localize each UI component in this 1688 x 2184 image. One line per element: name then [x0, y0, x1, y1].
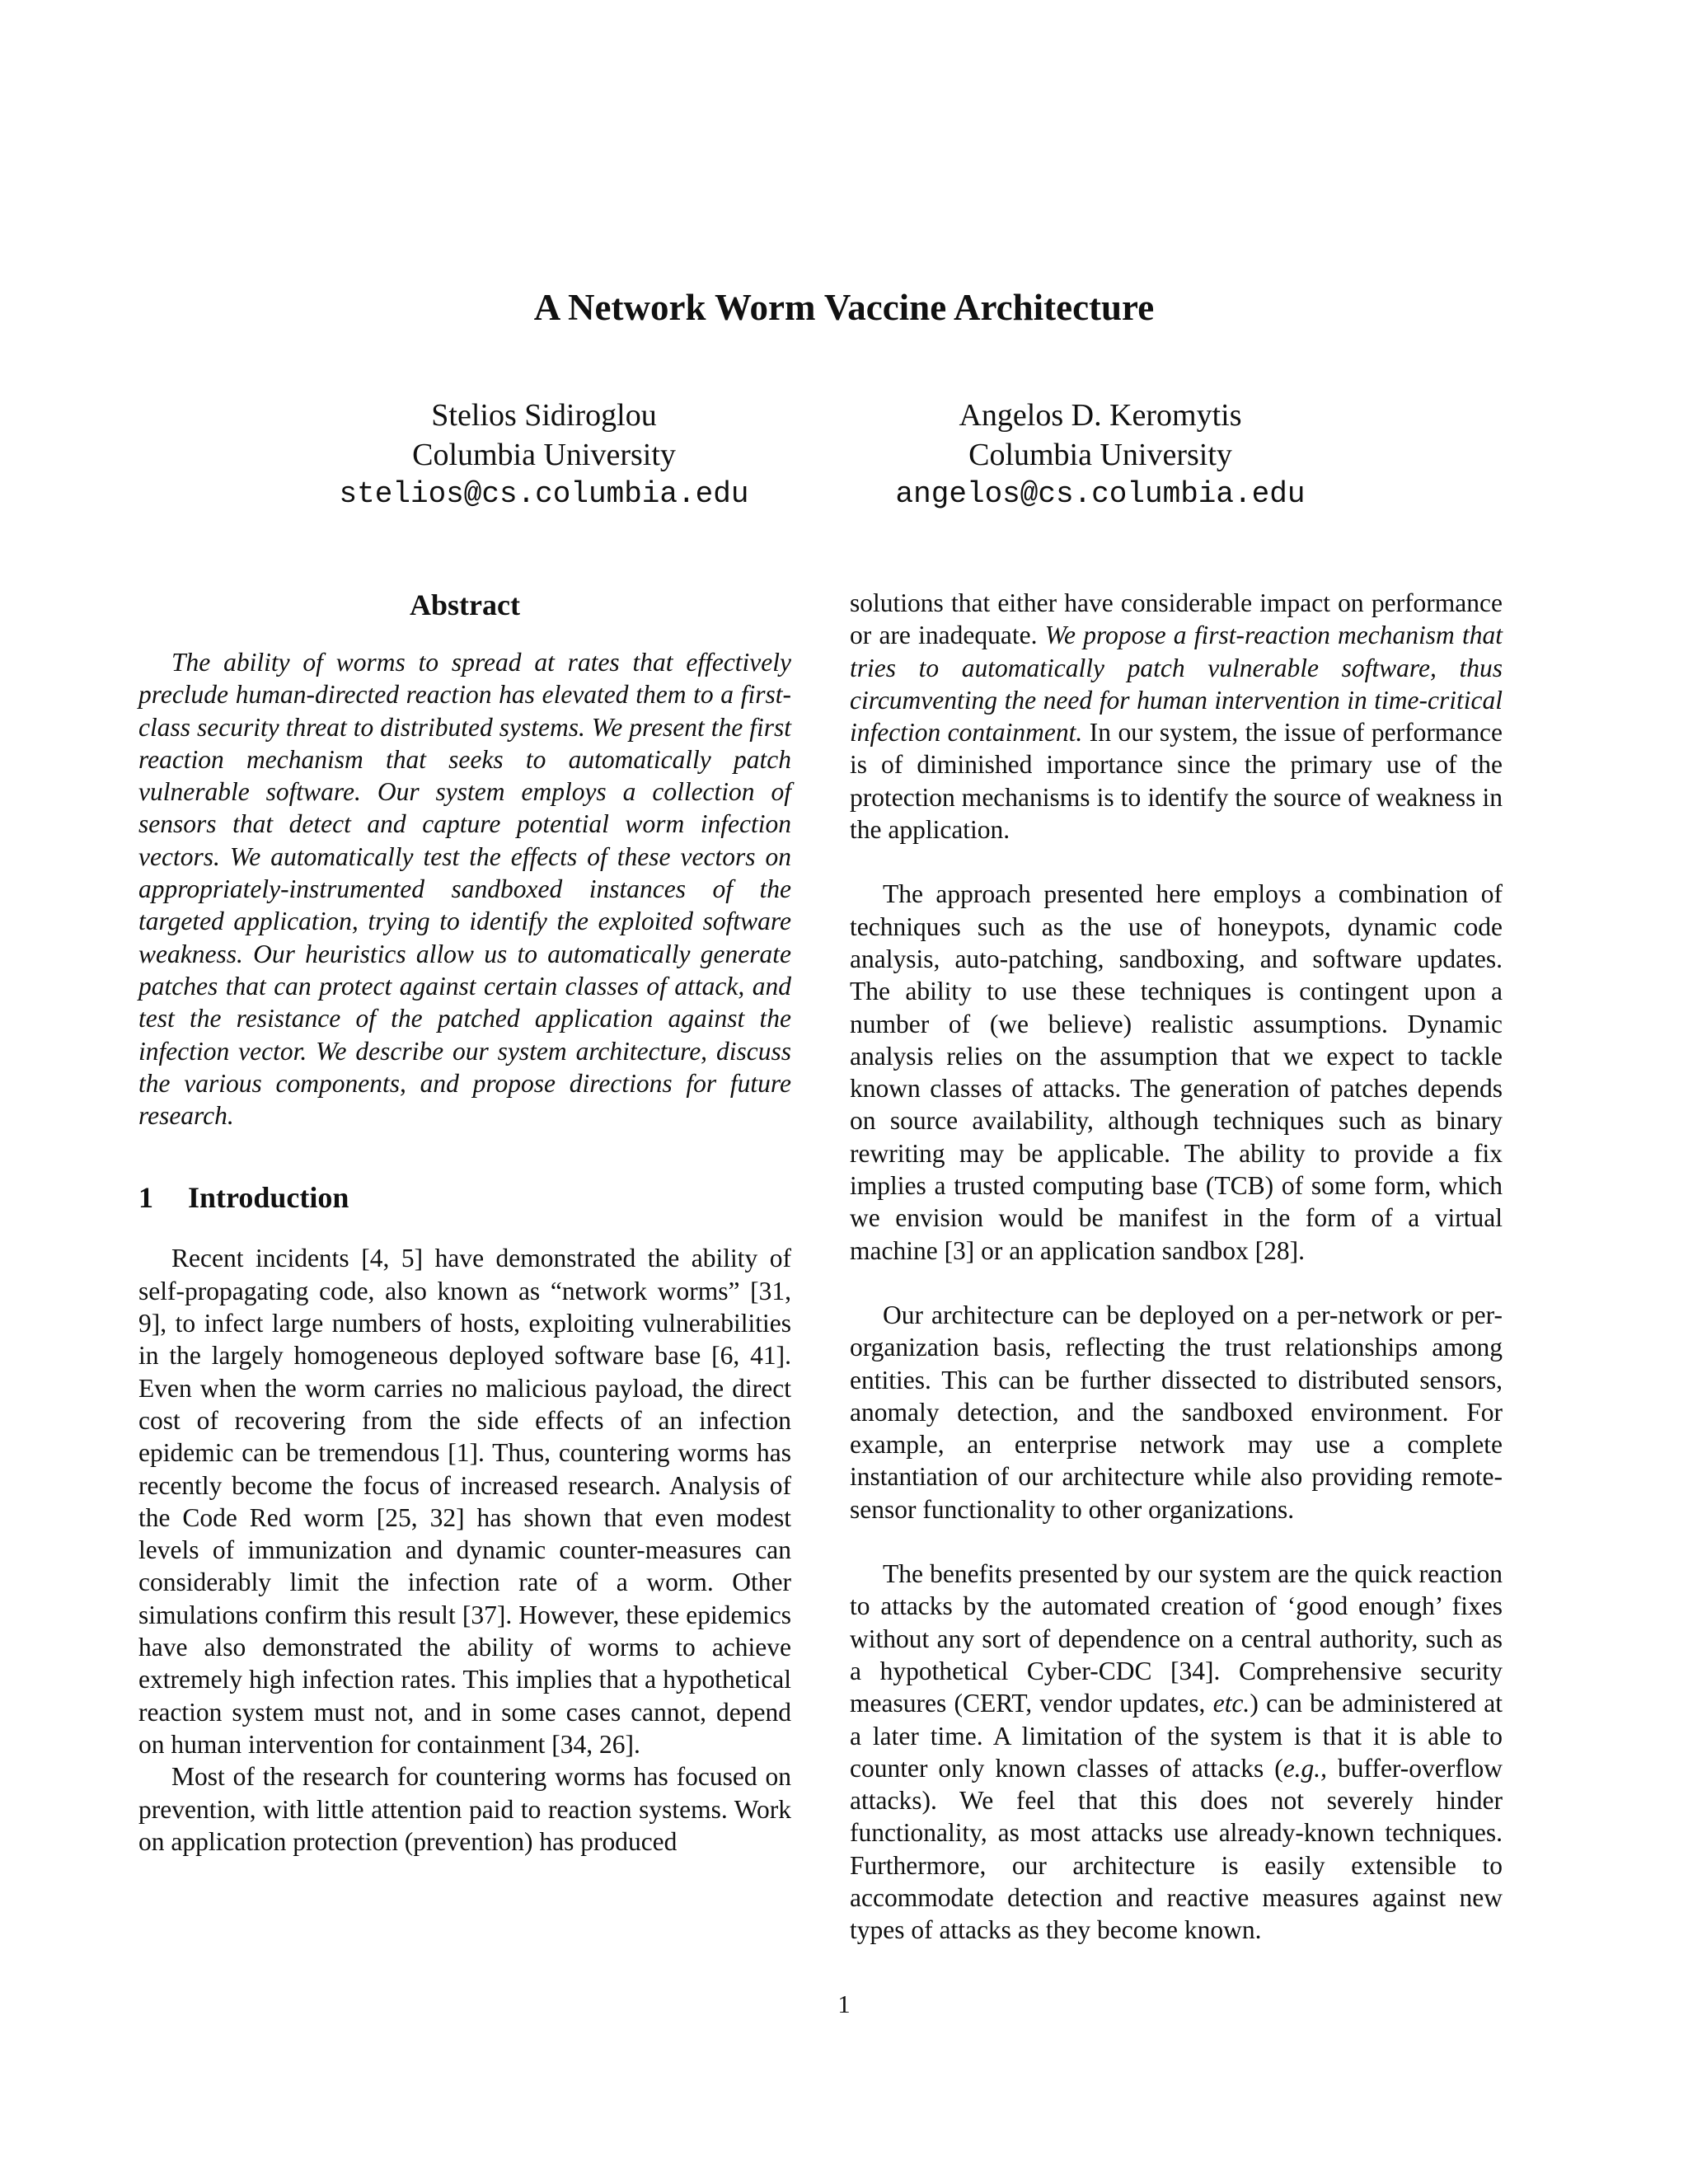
paper-title: A Network Worm Vaccine Architecture: [533, 287, 1155, 328]
intro-paragraph-5: Our architecture can be deployed on a per-network or per-organization basis, reflecting the trust relationships among entities. This can be further dissected to distributed sensors, anomaly detection, and the sandboxed environment. For example, an enterprise network may use a complete instantiation of our architecture while also providing remote-sensor functionality to other organizations.: [850, 1300, 1503, 1524]
intro-paragraph-1: Recent incidents [4, 5] have demonstrated the ability of self-propagating code, also known as “network worms” [31, 9], to infect large numbers of hosts, exploiting vulnerabilities in the largely homogeneous deployed software base [6, 41]. Even when the worm carries no malicious payload, the direct cost of recovering from the side effects of an infection epidemic can be tremendous [1]. Thus, countering worms has recently become the focus of increased research. Analysis of the Code Red worm [25, 32] has shown that even modest levels of immunization and dynamic counter-measures can considerably limit the infection rate of a worm. Other simulations confirm this result [37]. However, these epidemics have also demonstrated the ability of worms to achieve extremely high infection rates. This implies that a hypothetical reaction system must not, and in some cases cannot, depend on human intervention for containment [34, 26].: [138, 1244, 791, 1759]
paragraph-text: solutions that either have considerable impact on performance or are inadequate.: [850, 588, 1503, 650]
right-column: [850, 587, 1503, 1947]
paragraph-text: In our system, the issue of performance is of diminished importance since the primary use of the protection mechanisms is to identify the source of weakness in the application.: [850, 718, 1503, 845]
section-number: 1: [138, 1181, 153, 1215]
author-affiliation: Columbia University: [968, 438, 1232, 472]
left-column: [138, 587, 791, 1858]
paragraph-text: buffer-overflow attacks). We feel that this does not severely hinder functionality, as most attacks use already-known techniques. Furthermore, our architecture is easily extensible to accommodate detection and reactive measures against new types of attacks as they become known.: [850, 1753, 1503, 1945]
paragraph-text: The benefits presented by our system are the quick reaction to attacks by the automated creation of ‘good enough’ fixes without any sort of dependence on a central authority, such as a hypothetical Cyber-CDC [34]. Comprehensive security measures (CERT, vendor updates,: [850, 1559, 1503, 1718]
paragraph-text: ) can be administered at a later time. A limitation of the system is that it is able to counter only known classes of attacks (: [850, 1689, 1503, 1783]
author-email: stelios@cs.columbia.edu: [339, 477, 749, 511]
author-block-1: [288, 396, 799, 514]
emphasis-text: We propose a first-reaction mechanism that tries to automatically patch vulnerable software, thus circumventing the need for human intervention in time-critical infection containment.: [850, 621, 1503, 748]
author-affiliation: Columbia University: [412, 438, 676, 472]
intro-paragraph-6: [850, 1558, 1503, 1947]
intro-paragraph-2: Most of the research for countering worms has focused on prevention, with little attention paid to reaction systems. Work on application protection (prevention) has produced: [138, 1762, 791, 1856]
abstract-text: The ability of worms to spread at rates that effectively preclude human-directed reaction has elevated them to a first-class security threat to distributed systems. We present the first reaction mechanism that seeks to automatically patch vulnerable software. Our system employs a collection of sensors that detect and capture potential worm infection vectors. We automatically test the effects of these vectors on appropriately-instrumented sandboxed instances of the targeted application, trying to identify the exploited software weakness. Our heuristics allow us to automatically generate patches that can protect against certain classes of attack, and test the resistance of the patched application against the infection vector. We describe our system architecture, discuss the various components, and propose directions for future research.: [138, 648, 791, 1131]
section-heading: [138, 1179, 791, 1216]
author-name: Angelos D. Keromytis: [959, 398, 1242, 433]
intro-paragraph-3: [850, 587, 1503, 846]
section-title: Introduction: [188, 1181, 349, 1215]
author-block-2: [845, 396, 1356, 514]
author-name: Stelios Sidiroglou: [431, 398, 657, 433]
author-email: angelos@cs.columbia.edu: [895, 477, 1306, 511]
intro-paragraph-4: The approach presented here employs a combination of techniques such as the use of honeypots, dynamic code analysis, auto-patching, sandboxing, and software updates. The ability to use these techniques is contingent upon a number of (we believe) realistic assumptions. Dynamic analysis relies on the assumption that we expect to tackle known classes of attacks. The generation of patches depends on source availability, although techniques such as binary rewriting may be applicable. The ability to provide a fix implies a trusted computing base (TCB) of some form, which we envision would be manifest in the form of a virtual machine [3] or an application sandbox [28].: [850, 879, 1503, 1265]
emphasis-etc: etc.: [1212, 1689, 1250, 1718]
abstract-heading: Abstract: [410, 588, 520, 621]
emphasis-eg: e.g.,: [1282, 1753, 1328, 1783]
page-number: 1: [837, 1990, 851, 2018]
